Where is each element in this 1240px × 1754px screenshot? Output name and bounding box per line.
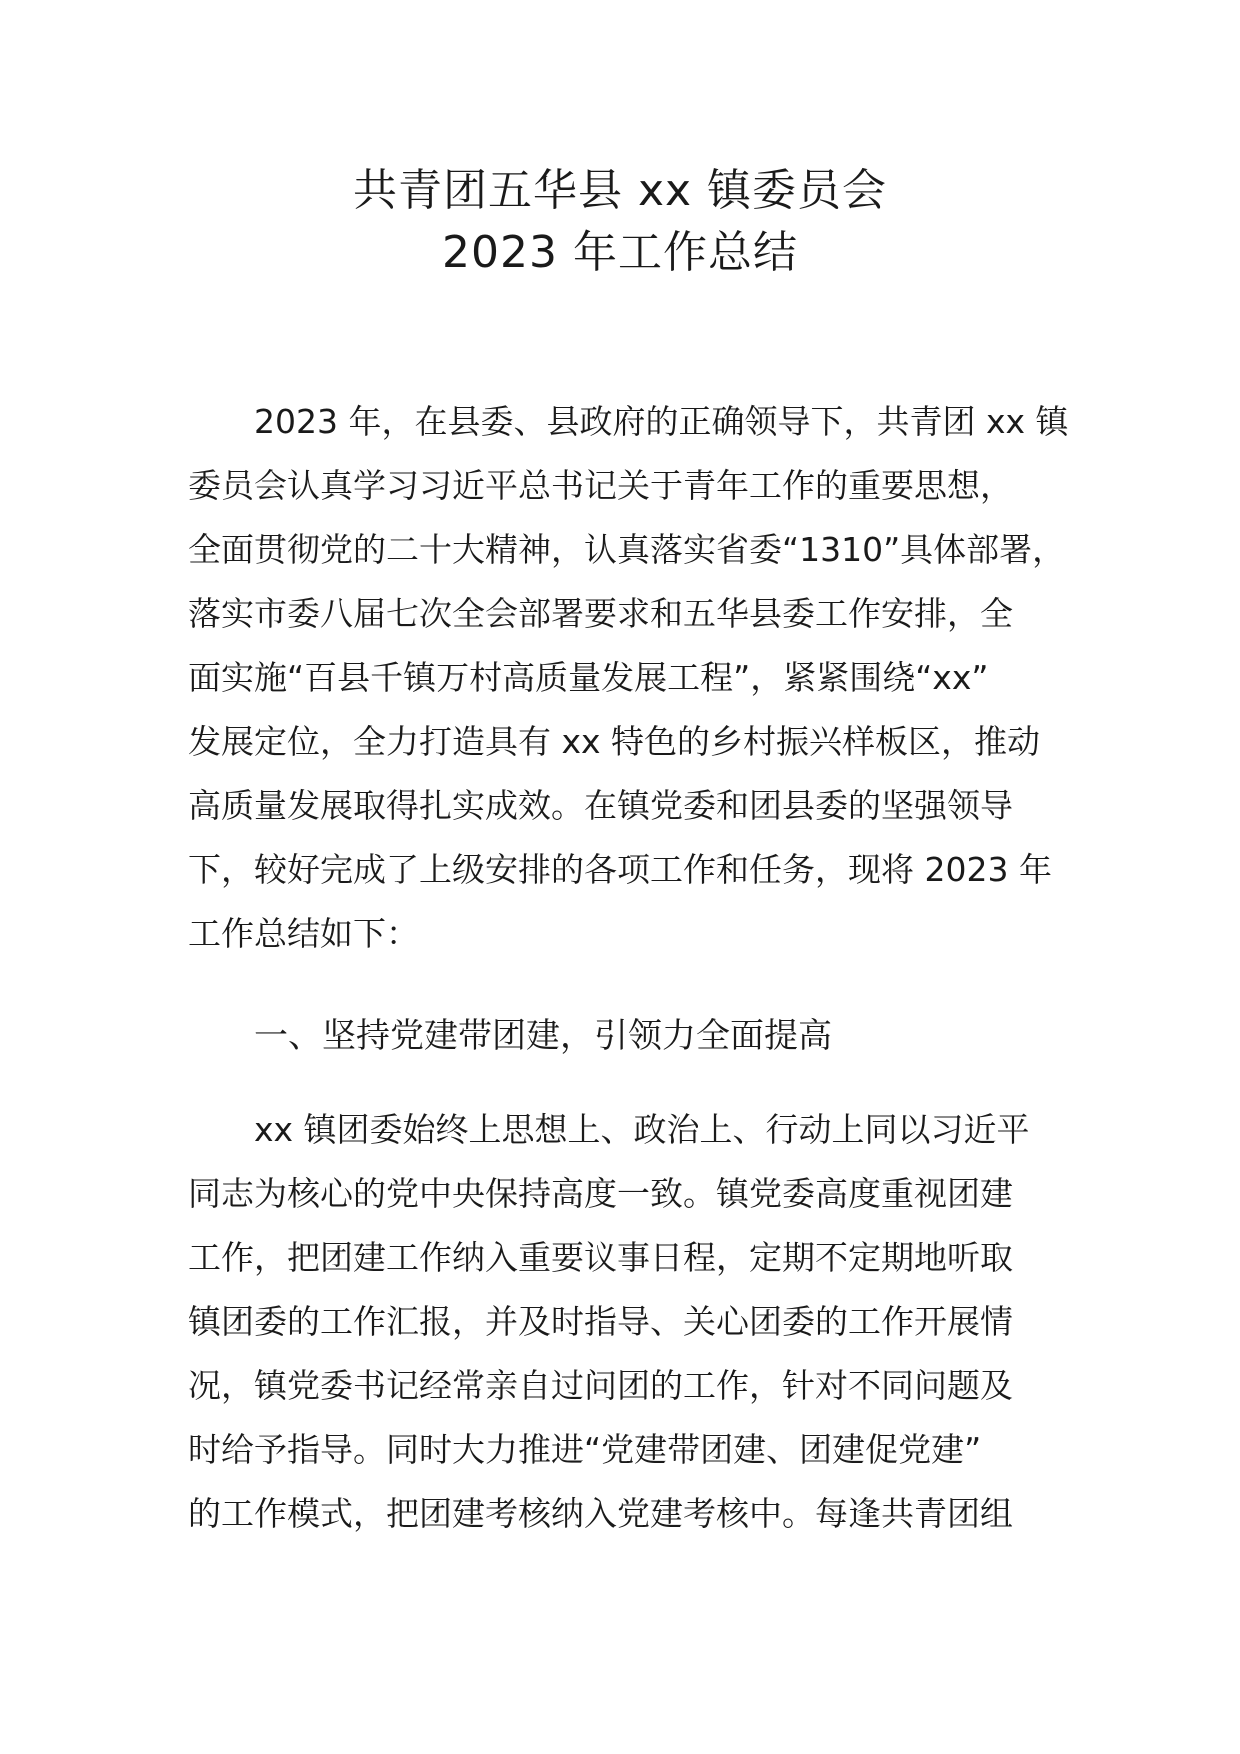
paragraph-line: 落实市委八届七次全会部署要求和五华县委工作安排，全 (188, 594, 1013, 633)
paragraph-section-1 (188, 1098, 1068, 1546)
paragraph-line: 下，较好完成了上级安排的各项工作和任务，现将 2023 年 (188, 850, 1052, 889)
paragraph-line: 全面贯彻党的二十大精神，认真落实省委“1310”具体部署， (188, 530, 1066, 569)
paragraph-line: 时给予指导。同时大力推进“党建带团建、团建促党建” (188, 1430, 982, 1469)
section-heading-text: 一、坚持党建带团建，引领力全面提高 (254, 1016, 832, 1056)
section-heading-1 (188, 1004, 1068, 1068)
title-line-2: 2023 年工作总结 (442, 227, 798, 278)
paragraph-line: 镇团委的工作汇报，并及时指导、关心团委的工作开展情 (188, 1302, 1013, 1341)
document-title (0, 160, 1240, 284)
title-line-1: 共青团五华县 xx 镇委员会 (352, 165, 888, 216)
paragraph-line: 2023 年，在县委、县政府的正确领导下，共青团 xx 镇 (254, 402, 1069, 441)
paragraph-line: 面实施“百县千镇万村高质量发展工程”，紧紧围绕“xx” (188, 658, 989, 697)
paragraph-line: 高质量发展取得扎实成效。在镇党委和团县委的坚强领导 (188, 786, 1013, 825)
paragraph-line: 况，镇党委书记经常亲自过问团的工作，针对不同问题及 (188, 1366, 1013, 1405)
paragraph-line: 工作总结如下： (188, 914, 419, 953)
paragraph-intro (188, 390, 1068, 966)
paragraph-line: 的工作模式，把团建考核纳入党建考核中。每逢共青团组 (188, 1494, 1013, 1533)
paragraph-line: 发展定位，全力打造具有 xx 特色的乡村振兴样板区，推动 (188, 722, 1041, 761)
paragraph-line: 工作，把团建工作纳入重要议事日程，定期不定期地听取 (188, 1238, 1013, 1277)
paragraph-line: xx 镇团委始终上思想上、政治上、行动上同以习近平 (254, 1110, 1030, 1149)
paragraph-line: 委员会认真学习习近平总书记关于青年工作的重要思想， (188, 466, 1013, 505)
paragraph-line: 同志为核心的党中央保持高度一致。镇党委高度重视团建 (188, 1174, 1013, 1213)
